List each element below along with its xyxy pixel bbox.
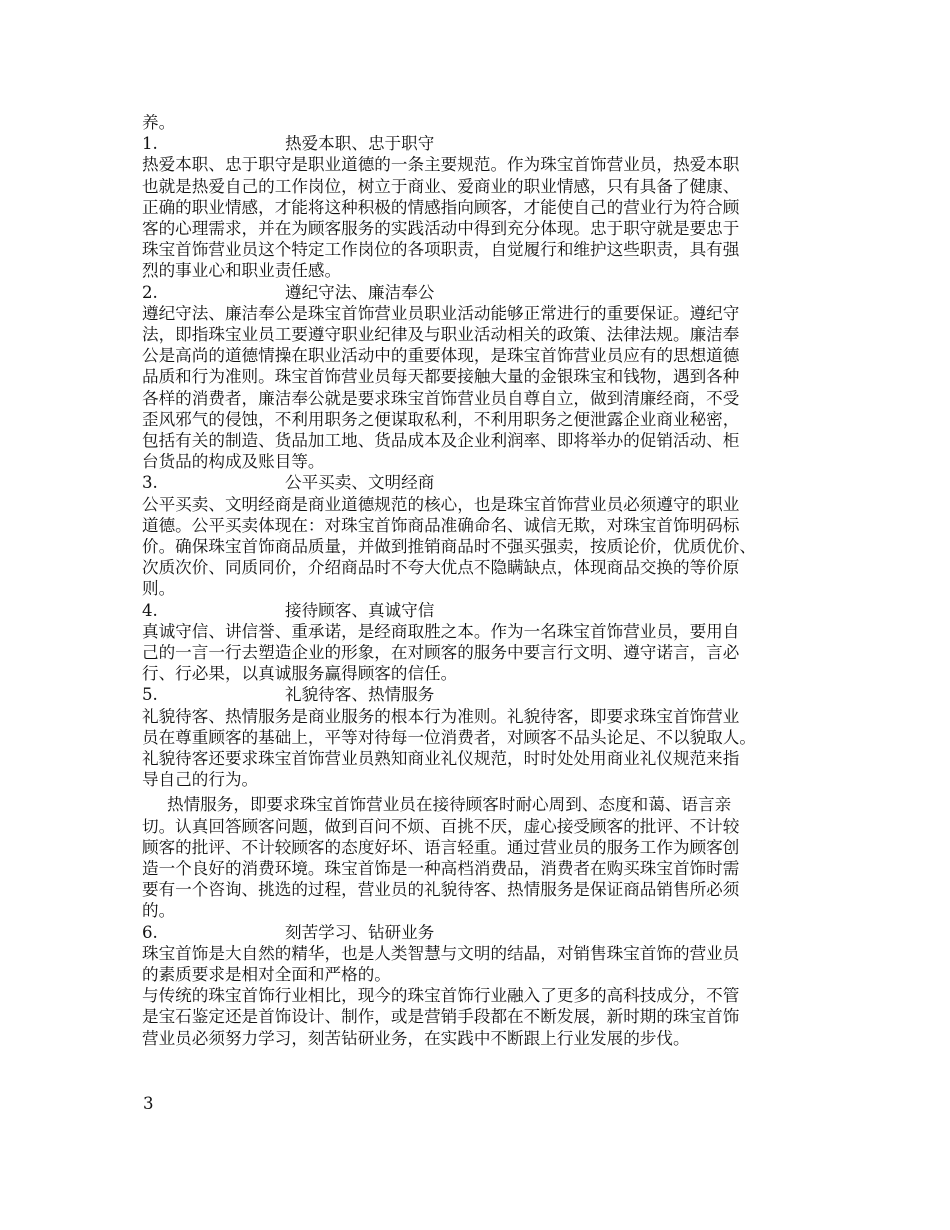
text-line: 道德。公平买卖体现在：对珠宝首饰商品准确命名、诚信无欺，对珠宝首饰明码标 [142,515,740,535]
text-line: 顾客的批评、不计较顾客的态度好坏、语言轻重。通过营业员的服务工作为顾客创 [142,837,740,857]
text-line: 次质次价、同质同价，介绍商品时不夸大优点不隐瞒缺点，体现商品交换的等价原 [142,558,740,578]
text-line: 珠宝首饰营业员这个特定工作岗位的各项职责，自觉履行和维护这些职责，具有强 [142,240,740,260]
text-line: 歪风邪气的侵蚀，不利用职务之便谋取私利，不利用职务之便泄露企业商业秘密， [142,409,740,429]
section-heading-3 [142,472,822,493]
section-5-paragraph-1 [142,706,822,791]
text-line: 正确的职业情感，才能将这种积极的情感指向顾客，才能使自己的营业行为符合顾 [142,197,740,217]
section-heading-4 [142,600,822,621]
text-line: 则。 [142,579,176,599]
section-heading-1 [142,133,822,154]
section-number: 1. [142,134,158,154]
text-line: 的。 [142,901,176,921]
text-line: 与传统的珠宝首饰行业相比，现今的珠宝首饰行业融入了更多的高科技成分，不管 [142,986,740,1006]
section-title: 公平买卖、文明经商 [285,473,435,493]
section-title: 刻苦学习、钻研业务 [285,922,435,942]
section-number: 4. [142,600,158,620]
section-4-paragraph [142,621,822,685]
text-line: 烈的事业心和职业责任感。 [142,261,342,281]
section-title: 礼貌待客、热情服务 [285,685,435,705]
text-line: 热爱本职、忠于职守是职业道德的一条主要规范。作为珠宝首饰营业员，热爱本职 [142,155,740,175]
text-line: 造一个良好的消费环境。珠宝首饰是一种高档消费品，消费者在购买珠宝首饰时需 [142,859,740,879]
text-line: 要有一个咨询、挑选的过程，营业员的礼貌待客、热情服务是保证商品销售所必须 [142,880,740,900]
text-line: 也就是热爱自己的工作岗位，树立于商业、爱商业的职业情感，只有具备了健康、 [142,176,740,196]
section-heading-6 [142,922,822,943]
intro-tail: 养。 [142,113,176,132]
page-number: 3 [143,1094,154,1113]
section-title: 热爱本职、忠于职守 [285,134,435,154]
text-line: 价。确保珠宝首饰商品质量，并做到推销商品时不强买强卖，按质论价，优质优价、 [142,537,756,557]
text-line: 礼貌待客、热情服务是商业服务的根本行为准则。礼貌待客，即要求珠宝首饰营业 [142,706,740,726]
section-heading-5 [142,684,822,705]
section-heading-2 [142,282,822,303]
text-line: 行、行必果，以真诚服务赢得顾客的信任。 [142,664,458,684]
text-line: 礼貌待客还要求珠宝首饰营业员熟知商业礼仪规范，时时处处用商业礼仪规范来指 [142,749,740,769]
text-line: 包括有关的制造、货品加工地、货品成本及企业利润率、即将举办的促销活动、柜 [142,431,740,451]
text-line: 公平买卖、文明经商是商业道德规范的核心，也是珠宝首饰营业员必须遵守的职业 [142,494,740,514]
text-line: 客的心理需求，并在为顾客服务的实践活动中得到充分体现。忠于职守就是要忠于 [142,219,740,238]
text-line: 的素质要求是相对全面和严格的。 [142,965,391,985]
text-line: 导自己的行为。 [142,770,259,790]
section-6-paragraph-2 [142,985,822,1049]
text-line: 法，即指珠宝业员工要遵守职业纪律及与职业活动相关的政策、法律法规。廉洁奉 [142,325,740,344]
text-line: 切。认真回答顾客问题，做到百问不烦、百挑不厌，虚心接受顾客的批评、不计较 [142,816,740,836]
section-number: 3. [142,473,158,493]
text-line: 真诚守信、讲信誉、重承诺，是经商取胜之本。作为一名珠宝首饰营业员，要用自 [142,621,740,641]
text-line: 员在尊重顾客的基础上，平等对待每一位消费者，对顾客不品头论足、不以貌取人。 [142,727,756,747]
text-line: 热情服务，即要求珠宝首饰营业员在接待顾客时耐心周到、态度和蔼、语言亲 [167,795,732,815]
text-line: 遵纪守法、廉洁奉公是珠宝首饰营业员职业活动能够正常进行的重要保证。遵纪守 [142,303,740,323]
text-line: 台货品的构成及账目等。 [142,452,325,472]
section-3-paragraph [142,494,822,600]
text-line: 品质和行为准则。珠宝首饰营业员每天都要接触大量的金银珠宝和钱物，遇到各种 [142,367,740,387]
section-5-paragraph-2 [142,794,822,921]
text-line: 各样的消费者，廉洁奉公就是要求珠宝首饰营业员自尊自立，做到清廉经商，不受 [142,388,740,408]
text-line: 公是高尚的道德情操在职业活动中的重要体现，是珠宝首饰营业员应有的思想道德 [142,346,740,366]
section-1-paragraph [142,154,822,281]
text-line: 己的一言一行去塑造企业的形象，在对顾客的服务中要言行文明、遵守诺言，言必 [142,643,740,663]
text-line: 珠宝首饰是大自然的精华，也是人类智慧与文明的结晶，对销售珠宝首饰的营业员 [142,943,740,963]
section-number: 6. [142,922,158,942]
section-number: 2. [142,282,158,302]
text-line: 营业员必须努力学习，刻苦钻研业务，在实践中不断跟上行业发展的步伐。 [142,1028,690,1048]
text-line: 是宝石鉴定还是首饰设计、制作，或是营销手段都在不断发展，新时期的珠宝首饰 [142,1007,740,1027]
section-6-paragraph-1 [142,943,822,985]
section-number: 5. [142,685,158,705]
section-title: 遵纪守法、廉洁奉公 [285,282,435,302]
section-2-paragraph [142,303,822,473]
document-body [142,112,822,1049]
section-title: 接待顾客、真诚守信 [285,600,435,620]
